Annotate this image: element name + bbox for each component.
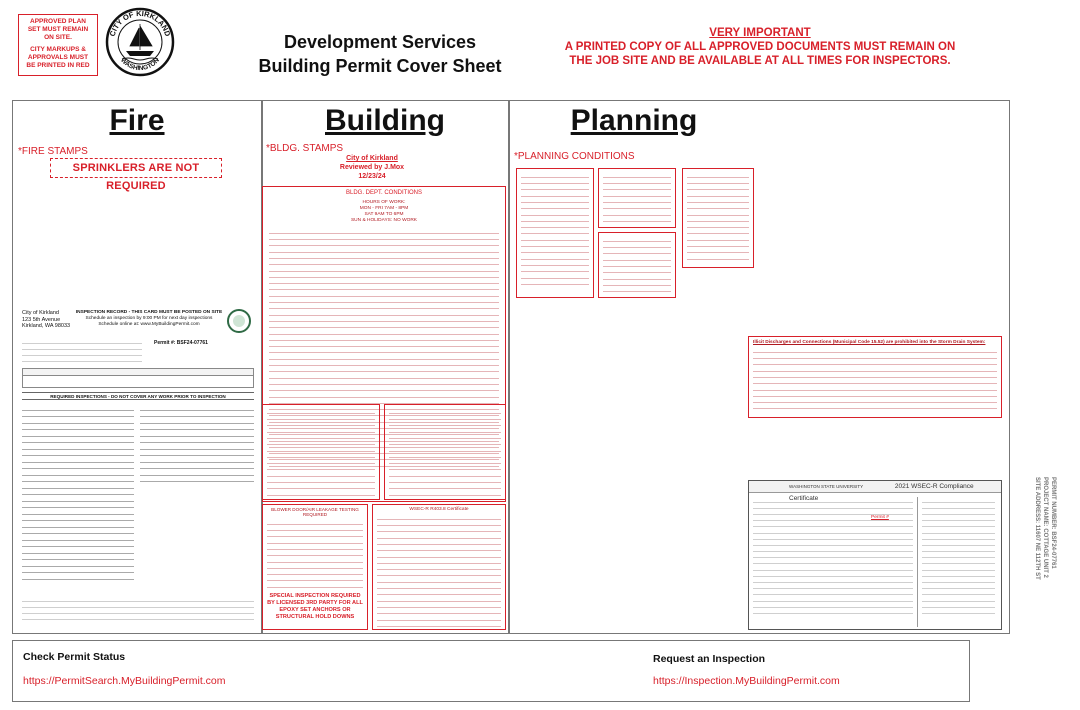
city-seal-logo bbox=[104, 6, 176, 78]
side-line-3: SITE ADDRESS: 11607 NE 112TH ST bbox=[1034, 477, 1040, 580]
work-hours bbox=[263, 200, 505, 224]
column-divider bbox=[508, 100, 510, 634]
card-address-1: 123 5th Avenue bbox=[22, 316, 61, 323]
bldg-conditions-title: BLDG. DEPT. CONDITIONS bbox=[345, 190, 422, 196]
permit-number: Permit #: BSF24-07761 bbox=[154, 340, 208, 346]
bldg-box-left-1 bbox=[262, 404, 380, 500]
storm-drain-notice bbox=[748, 336, 1002, 418]
hours-line: SUN & HOLIDAYS: NO WORK bbox=[350, 218, 417, 223]
approved-line: CITY MARKUPS & bbox=[30, 46, 86, 53]
card-header bbox=[74, 310, 224, 328]
bldg-stamps-label: *BLDG. STAMPS bbox=[266, 143, 344, 154]
required-inspections-header: REQUIRED INSPECTIONS - DO NOT COVER ANY WORK PRIOR TO INSPECTION bbox=[22, 392, 254, 400]
card-info-table bbox=[22, 368, 254, 388]
title-line-1: Development Services bbox=[283, 32, 477, 52]
seal-text-top: CITY OF KIRKLAND bbox=[107, 8, 173, 38]
side-line-1: PERMIT NUMBER: BSF24-07761 bbox=[1050, 477, 1056, 569]
inspection-list-left bbox=[22, 404, 134, 580]
planning-box-3 bbox=[598, 232, 676, 298]
blower-door-title: BLOWER DOOR/AIR LEAKAGE TESTING REQUIRED bbox=[271, 507, 359, 517]
side-permit-info bbox=[1010, 477, 1070, 630]
card-sub-2: Schedule online at: www.MyBuildingPermit.com bbox=[98, 322, 200, 327]
list-item bbox=[140, 476, 254, 483]
special-inspection-note: SPECIAL INSPECTION REQUIRED BY LICENSED 3RD PARTY FOR ALL EPOXY SET ANCHORS OR STRUCTURAL HOLD DOWNS bbox=[267, 593, 363, 621]
storm-title: Illicit Discharges and Connections (Municipal Code 15.52) are prohibited into the Storm Drain System: bbox=[753, 340, 986, 345]
check-status-link[interactable]: https://PermitSearch.MyBuildingPermit.com bbox=[23, 675, 226, 687]
seal-text-bottom: WASHINGTON bbox=[119, 56, 161, 73]
stamp-line-3: 12/23/24 bbox=[358, 173, 386, 180]
request-inspection-link[interactable]: https://Inspection.MyBuildingPermit.com bbox=[653, 675, 840, 687]
check-status-label: Check Permit Status bbox=[23, 651, 126, 663]
wsec-org: WASHINGTON STATE UNIVERSITY bbox=[789, 484, 864, 489]
blower-door-box bbox=[262, 504, 368, 630]
approved-line: APPROVED PLAN bbox=[30, 18, 86, 25]
inspection-list-right bbox=[140, 404, 254, 482]
card-address bbox=[22, 310, 70, 330]
planning-box-1 bbox=[516, 168, 594, 298]
card-footnotes bbox=[22, 596, 254, 621]
stamp-line-1: City of Kirkland bbox=[346, 155, 398, 162]
sprinkler-stamp: SPRINKLERS ARE NOT REQUIRED bbox=[50, 158, 222, 178]
wsec-permit-link[interactable]: Permit # bbox=[871, 515, 889, 520]
card-seal-icon bbox=[226, 308, 252, 334]
approved-line: APPROVALS MUST bbox=[27, 54, 89, 61]
card-address-2: Kirkland, WA 98033 bbox=[22, 323, 71, 329]
planning-heading: Planning bbox=[570, 104, 698, 137]
wsec-title: 2021 WSEC-R Compliance Certificate bbox=[789, 483, 974, 502]
planning-box-2 bbox=[598, 168, 676, 228]
building-heading: Building bbox=[325, 104, 445, 137]
approved-line: SET MUST REMAIN bbox=[27, 26, 89, 33]
stamp-line-2: Reviewed by J.Mox bbox=[339, 164, 405, 171]
fire-stamps-label: *FIRE STAMPS bbox=[18, 146, 88, 157]
important-text: A PRINTED COPY OF ALL APPROVED DOCUMENTS MUST REMAIN ON THE JOB SITE AND BE AVAILABLE AT ALL TIMES FOR INSPECTORS. bbox=[564, 41, 956, 67]
planning-conditions-label: *PLANNING CONDITIONS bbox=[514, 151, 635, 162]
card-sub-1: Schedule an inspection by 9:00 PM for next day inspections bbox=[85, 316, 213, 321]
approved-line: ON SITE. bbox=[44, 34, 72, 41]
side-line-2: PROJECT NAME: COTTAGE UNIT 2 bbox=[1042, 477, 1048, 578]
hours-line: HOURS OF WORK: bbox=[362, 200, 406, 205]
wsec-certificate bbox=[748, 480, 1002, 630]
page-title bbox=[220, 30, 540, 78]
important-title: VERY IMPORTANT bbox=[709, 27, 811, 39]
ieccc-title: WSEC-R R403.8 Certificate bbox=[409, 507, 469, 512]
card-title: INSPECTION RECORD - THIS CARD MUST BE POSTED ON SITE bbox=[75, 310, 223, 315]
approved-line: BE PRINTED IN RED bbox=[26, 62, 90, 69]
hours-line: MON - FRI 7AM - 8PM bbox=[359, 206, 409, 211]
inspection-card bbox=[14, 300, 260, 630]
planning-box-4 bbox=[682, 168, 754, 268]
important-notice bbox=[555, 26, 965, 68]
footer-links bbox=[12, 640, 970, 702]
list-item bbox=[22, 573, 134, 580]
request-inspection-label: Request an Inspection bbox=[653, 653, 766, 665]
bldg-review-stamp bbox=[322, 154, 422, 186]
card-city: City of Kirkland bbox=[22, 310, 59, 316]
title-line-2: Building Permit Cover Sheet bbox=[258, 56, 502, 76]
hours-line: SAT 9AM TO 6PM bbox=[364, 212, 404, 217]
wsec-left-fields bbox=[753, 497, 913, 615]
wsec-header bbox=[749, 481, 1001, 502]
fire-heading: Fire bbox=[109, 104, 165, 137]
wsec-right-fields bbox=[917, 497, 999, 627]
approved-plan-notice bbox=[18, 14, 98, 76]
card-instructions bbox=[22, 338, 142, 363]
ieccc-certificate-box bbox=[372, 504, 506, 630]
bldg-box-right-1 bbox=[384, 404, 506, 500]
